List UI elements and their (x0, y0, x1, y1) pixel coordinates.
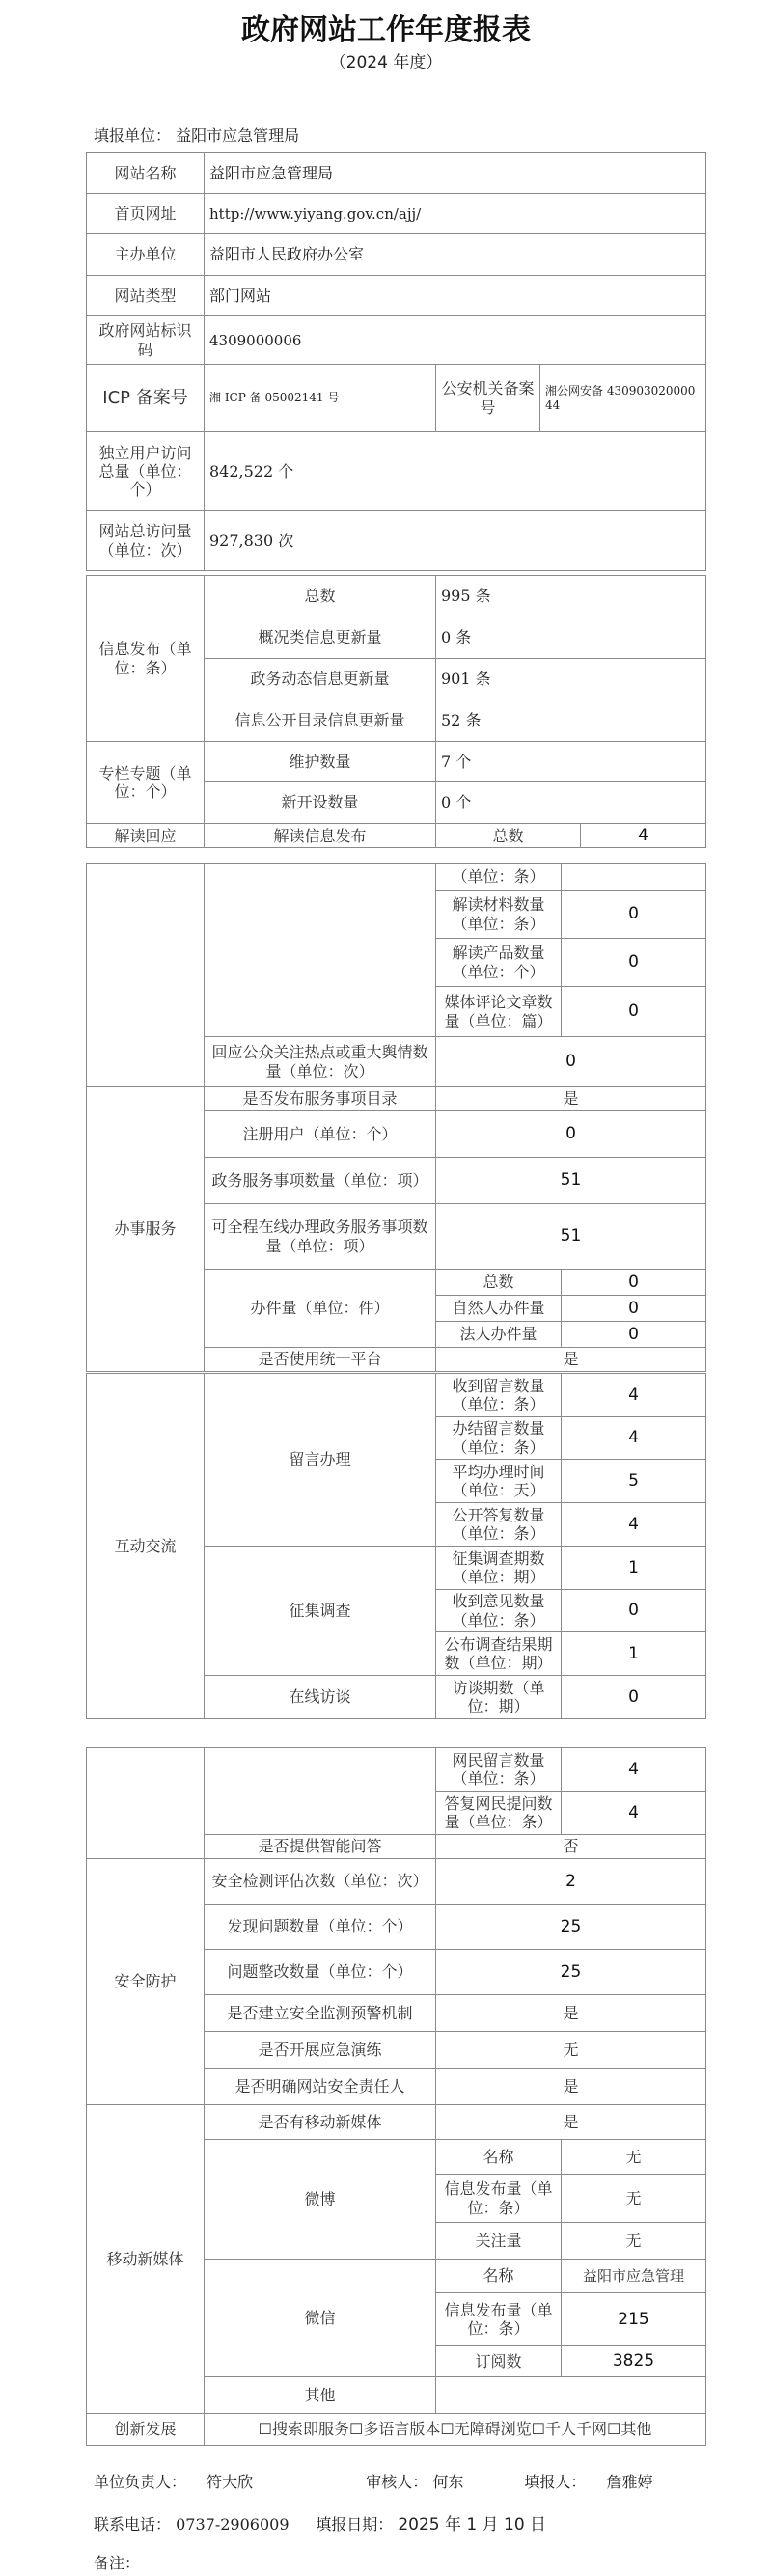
netizen-msg-count: 4 (562, 1748, 706, 1792)
innovation-label: 创新发展 (87, 2414, 205, 2446)
interpret-publish-label: 解读信息发布 (205, 824, 436, 848)
site-type: 部门网站 (205, 276, 706, 316)
weibo-follow-label: 关注量 (436, 2223, 562, 2260)
weibo-name-label: 名称 (436, 2140, 562, 2175)
drill-label: 是否开展应急演练 (205, 2032, 436, 2069)
security-label: 安全防护 (87, 1859, 205, 2105)
material-count: 0 (562, 891, 706, 939)
smart-value: 否 (436, 1835, 706, 1859)
page-title: 政府网站工作年度报表 (241, 14, 531, 47)
service-label: 办事服务 (87, 1087, 205, 1372)
interpret-cont-cell (87, 864, 205, 1087)
overview-label: 概况类信息更新量 (205, 617, 436, 659)
handled-legal-label: 法人办件量 (436, 1322, 562, 1348)
material-label: 解读材料数量（单位：条） (436, 891, 562, 939)
wechat-sub-label: 订阅数 (436, 2346, 562, 2377)
opinion-label: 收到意见数量（单位：条） (436, 1590, 562, 1632)
recv-count: 4 (562, 1374, 706, 1417)
eval-label: 安全检测评估次数（单位：次） (205, 1859, 436, 1905)
interpret-unit-cont: （单位：条） (436, 864, 562, 891)
online-count: 51 (436, 1204, 706, 1270)
publish-total: 995 条 (436, 576, 706, 617)
interaction-label: 互动交流 (87, 1374, 205, 1719)
interpret-total-label: 总数 (436, 824, 581, 848)
site-name-label: 网站名称 (87, 153, 205, 194)
online-label: 可全程在线办理政务服务事项数量（单位：项） (205, 1204, 436, 1270)
media-count: 0 (562, 987, 706, 1037)
talk-count-label: 访谈期数（单位：期） (436, 1676, 562, 1719)
handled-legal: 0 (562, 1322, 706, 1348)
report-table-interaction (86, 1373, 706, 1719)
fill-label: 填报人： (524, 2473, 587, 2491)
netizen-reply-count: 4 (562, 1792, 706, 1835)
resp-value: 是 (436, 2069, 706, 2105)
found-count: 25 (436, 1905, 706, 1950)
open-count: 52 条 (436, 699, 706, 742)
new-column-count: 0 个 (436, 782, 706, 824)
lead-label: 单位负责人： (94, 2473, 187, 2491)
done-label: 办结留言数量（单位：条） (436, 1417, 562, 1460)
phone-value: 0737-2906009 (176, 2515, 290, 2534)
users-count: 0 (436, 1111, 706, 1158)
report-year: （2024 年度） (329, 53, 443, 72)
interaction-cont-cell (87, 1748, 205, 1859)
footer-signers (94, 2470, 653, 2492)
filler-unit (94, 123, 299, 146)
report-table-security (86, 1747, 706, 2446)
catalog-value: 是 (436, 1087, 706, 1111)
url-label: 首页网址 (87, 194, 205, 234)
catalog-label: 是否发布服务事项目录 (205, 1087, 436, 1111)
hot-count: 0 (436, 1037, 706, 1087)
done-count: 4 (562, 1417, 706, 1460)
handled-total: 0 (562, 1270, 706, 1296)
survey-label: 征集调查 (205, 1547, 436, 1676)
opinion-count: 0 (562, 1590, 706, 1632)
survey-count: 1 (562, 1547, 706, 1590)
overview-count: 0 条 (436, 617, 706, 659)
site-id-label: 政府网站标识码 (87, 316, 205, 365)
wechat-sub: 3825 (562, 2346, 706, 2377)
report-table-interpret-head (86, 823, 706, 848)
fixed-label: 问题整改数量（单位：个） (205, 1950, 436, 1995)
fill-name: 詹雅婷 (606, 2473, 653, 2491)
monitor-label: 是否建立安全监测预警机制 (205, 1995, 436, 2032)
maintain-label: 维护数量 (205, 742, 436, 782)
column-label: 专栏专题（单位：个） (87, 742, 205, 824)
fixed-count: 25 (436, 1950, 706, 1995)
media-label-cell: 移动新媒体 (87, 2105, 205, 2414)
eval-count: 2 (436, 1859, 706, 1905)
report-table-basic (86, 152, 706, 571)
handled-person: 0 (562, 1296, 706, 1322)
affairs-label: 政务动态信息更新量 (205, 659, 436, 699)
has-media-label: 是否有移动新媒体 (205, 2105, 436, 2140)
items-count: 51 (436, 1158, 706, 1204)
uv-label: 独立用户访问总量（单位：个） (87, 432, 205, 511)
note-label: 备注： (94, 2554, 141, 2572)
handled-label: 办件量（单位：件） (205, 1270, 436, 1348)
wechat-label: 微信 (205, 2260, 436, 2377)
lead-name: 符大欣 (207, 2473, 254, 2491)
phone-label: 联系电话： (94, 2515, 172, 2534)
wechat-pub: 215 (562, 2293, 706, 2346)
type-label: 网站类型 (87, 276, 205, 316)
result-label: 公布调查结果期数（单位：期） (436, 1632, 562, 1676)
police-label: 公安机关备案号 (436, 365, 540, 432)
wechat-pub-label: 信息发布量（单位：条） (436, 2293, 562, 2346)
publish-total-label: 总数 (205, 576, 436, 617)
survey-count-label: 征集调查期数（单位：期） (436, 1547, 562, 1590)
host-unit: 益阳市人民政府办公室 (205, 234, 706, 276)
weibo-pub: 无 (562, 2175, 706, 2223)
report-table-service (86, 863, 706, 1372)
platform-label: 是否使用统一平台 (205, 1348, 436, 1372)
interpret-unit-value (562, 864, 706, 891)
interpret-total: 4 (581, 824, 706, 848)
found-label: 发现问题数量（单位：个） (205, 1905, 436, 1950)
host-label: 主办单位 (87, 234, 205, 276)
reply-label: 公开答复数量（单位：条） (436, 1503, 562, 1547)
users-label: 注册用户（单位：个） (205, 1111, 436, 1158)
product-count: 0 (562, 939, 706, 987)
platform-value: 是 (436, 1348, 706, 1372)
audit-name: 何东 (432, 2473, 464, 2491)
result-count: 1 (562, 1632, 706, 1676)
media-label: 媒体评论文章数量（单位：篇） (436, 987, 562, 1037)
monitor-value: 是 (436, 1995, 706, 2032)
msg-label: 留言办理 (205, 1374, 436, 1547)
date-label: 填报日期： (316, 2515, 394, 2534)
weibo-name: 无 (562, 2140, 706, 2175)
other-value (436, 2377, 706, 2414)
site-id: 4309000006 (205, 316, 706, 365)
talk-label: 在线访谈 (205, 1676, 436, 1719)
hot-label: 回应公众关注热点或重大舆情数量（单位：次） (205, 1037, 436, 1087)
filler-value: 益阳市应急管理局 (176, 126, 300, 145)
resp-label: 是否明确网站安全责任人 (205, 2069, 436, 2105)
report-table-publish (86, 575, 706, 824)
reply-count: 4 (562, 1503, 706, 1547)
icp-number: 湘 ICP 备 05002141 号 (205, 365, 436, 432)
icp-label: ICP 备案号 (87, 365, 205, 432)
weibo-follow: 无 (562, 2223, 706, 2260)
audit-label: 审核人： (366, 2473, 428, 2491)
open-label: 信息公开目录信息更新量 (205, 699, 436, 742)
netizen-msg-label: 网民留言数量（单位：条） (436, 1748, 562, 1792)
weibo-pub-label: 信息发布量（单位：条） (436, 2175, 562, 2223)
site-name: 益阳市应急管理局 (205, 153, 706, 194)
footer-note (94, 2551, 140, 2573)
other-label: 其他 (205, 2377, 436, 2414)
product-label: 解读产品数量（单位：个） (436, 939, 562, 987)
talk-cont-cell (205, 1748, 436, 1835)
date-value: 2025 年 1 月 10 日 (398, 2515, 547, 2535)
netizen-reply-label: 答复网民提问数量（单位：条） (436, 1792, 562, 1835)
pv-value: 927,830 次 (205, 511, 706, 571)
interpret-label: 解读回应 (87, 824, 205, 848)
avg-days: 5 (562, 1460, 706, 1503)
wechat-name-label: 名称 (436, 2260, 562, 2293)
drill-value: 无 (436, 2032, 706, 2069)
uv-value: 842,522 个 (205, 432, 706, 511)
new-column-label: 新开设数量 (205, 782, 436, 824)
home-url: http://www.yiyang.gov.cn/ajj/ (205, 194, 706, 234)
handled-person-label: 自然人办件量 (436, 1296, 562, 1322)
avg-label: 平均办理时间（单位：天） (436, 1460, 562, 1503)
innovation-options: ☐搜索即服务☐多语言版本☐无障碍浏览☐千人千网☐其他 (205, 2414, 706, 2446)
footer-contact (94, 2510, 546, 2535)
items-label: 政务服务事项数量（单位：项） (205, 1158, 436, 1204)
filler-label: 填报单位： (94, 126, 172, 145)
affairs-count: 901 条 (436, 659, 706, 699)
talk-count: 0 (562, 1676, 706, 1719)
smart-label: 是否提供智能问答 (205, 1835, 436, 1859)
weibo-label: 微博 (205, 2140, 436, 2260)
interpret-blank (205, 864, 436, 1037)
pv-label: 网站总访问量（单位：次） (87, 511, 205, 571)
has-media-value: 是 (436, 2105, 706, 2140)
recv-label: 收到留言数量（单位：条） (436, 1374, 562, 1417)
handled-total-label: 总数 (436, 1270, 562, 1296)
maintain-count: 7 个 (436, 742, 706, 782)
wechat-name: 益阳市应急管理 (562, 2260, 706, 2293)
police-number: 湘公网安备 43090302000044 (540, 365, 706, 432)
publish-label: 信息发布（单位：条） (87, 576, 205, 742)
